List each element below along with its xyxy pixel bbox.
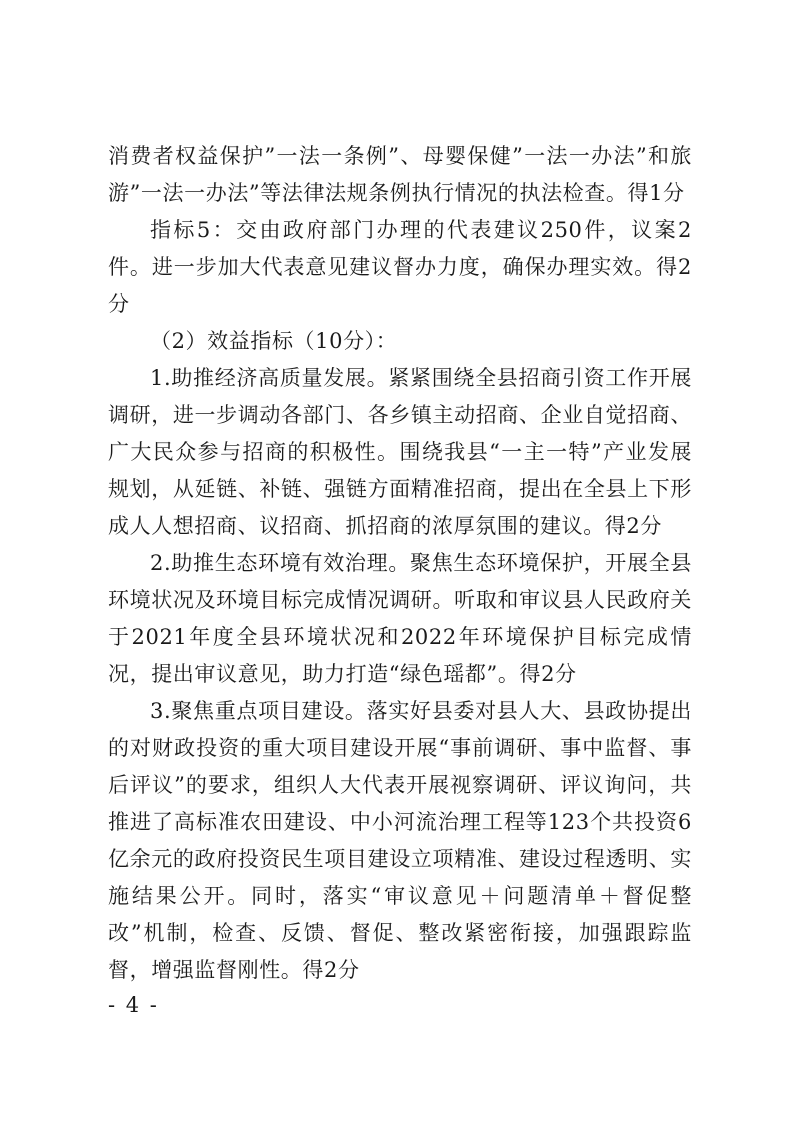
page-number: - 4 -	[108, 993, 159, 1017]
paragraph-economic-development: 1.助推经济高质量发展。紧紧围绕全县招商引资工作开展调研，进一步调动各部门、各乡镇主动招商、企业自觉招商、广大民众参与招商的积极性。围绕我县“一主一特”产业发展规划，从延链、补链、强链方面精准招商，提出在全县上下形成人人想招商、议招商、抓招商的浓厚氛围的建议。得2分	[108, 366, 692, 538]
document-body	[108, 138, 692, 989]
paragraph-key-projects: 3.聚焦重点项目建设。落实好县委对县人大、县政协提出的对财政投资的重大项目建设开展“事前调研、事中监督、事后评议”的要求，组织人大代表开展视察调研、评议询问，共推进了高标准农田建设、中小河流治理工程等123个共投资6亿余元的政府投资民生项目建设立项精准、建设过程透明、实施结果公开。同时，落实“审议意见＋问题清单＋督促整改”机制，检查、反馈、督促、整改紧密衔接，加强跟踪监督，增强监督刚性。得2分	[108, 699, 692, 982]
paragraph-law-enforcement-inspection: 消费者权益保护”一法一条例”、母婴保健”一法一办法”和旅游”一法一办法”等法律法规条例执行情况的执法检查。得1分	[108, 144, 692, 205]
paragraph-benefit-indicators-heading: （2）效益指标（10分）：	[150, 329, 398, 353]
paragraph-ecological-governance: 2.助推生态环境有效治理。聚焦生态环境保护，开展全县环境状况及环境目标完成情况调研。听取和审议县人民政府关于2021年度全县环境状况和2022年环境保护目标完成情况，提出审议意见，助力打造“绿色瑶都”。得2分	[108, 551, 692, 686]
paragraph-indicator-5: 指标5：交由政府部门办理的代表建议250件，议案2件。进一步加大代表意见建议督办力度，确保办理实效。得2分	[108, 218, 692, 316]
